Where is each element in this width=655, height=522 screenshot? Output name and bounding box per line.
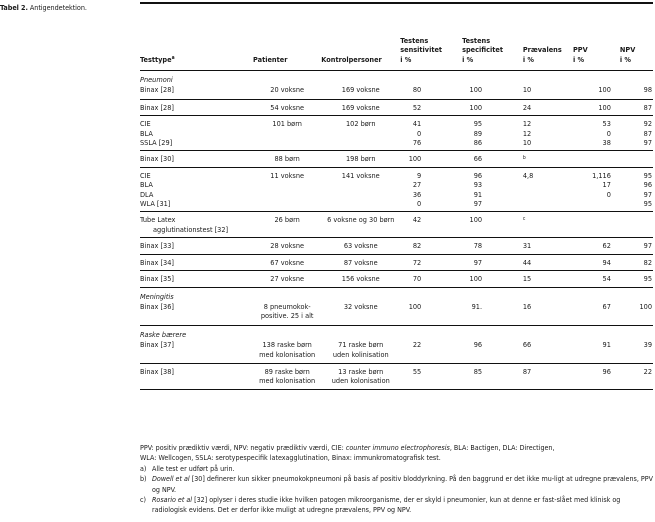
cell-testtype: Binax [28] (140, 84, 253, 99)
header-patienter: Patienter (253, 2, 321, 71)
table-row (140, 212, 653, 238)
cell-kontrol: 13 raske børn uden kolonisation (321, 363, 400, 389)
section-label: Raske bærere (140, 329, 187, 339)
table-row (140, 271, 653, 287)
section-pneumoni (140, 71, 653, 85)
cell-npv (620, 151, 653, 167)
cell-ppv: 100 (573, 84, 620, 99)
header-ppv: PPV i % (573, 2, 620, 71)
cell-testtype: Binax [28] (140, 99, 253, 115)
cell-prevalence: b (523, 151, 573, 167)
cell-sensitivity (400, 151, 462, 167)
sensitivity-value: 55 (412, 366, 422, 376)
cell-testtype: Binax [30] (140, 151, 253, 167)
cell-specificity (462, 151, 523, 167)
specificity-value: 100 (469, 102, 483, 112)
cell-testtype: Binax [35] (140, 271, 253, 287)
cell-patienter: 20 voksne (253, 84, 321, 99)
cell-patienter: 11 voksne (253, 167, 321, 212)
abbreviations-note: PPV: positiv prædiktiv værdi, NPV: negativ prædiktiv værdi, CIE: counter immuno electrophoresis, BLA: Bactigen, DLA: Directigen, WLA: Wellcogen, SSLA: serotypespecifik latexagglutination, Binax: immunkromatografisk test. (140, 443, 555, 463)
specificity-value: 100 (469, 215, 483, 225)
cell-testtype: Binax [36] (140, 301, 253, 325)
cell-ppv: 91 (573, 339, 620, 363)
cell-patienter: 8 pneumokok- positive. 25 i alt (253, 301, 321, 325)
table-footnotes (140, 443, 653, 516)
cell-specificity (462, 254, 523, 270)
cell-kontrol: 32 voksne (321, 301, 400, 325)
cell-npv: 97 (620, 238, 653, 254)
section-raske-baerere (140, 325, 653, 339)
table-row (140, 363, 653, 389)
cell-prevalence: 16 (523, 301, 573, 325)
cell-patienter: 54 voksne (253, 99, 321, 115)
header-prevalence: Prævalens i % (523, 2, 573, 71)
cell-kontrol: 141 voksne (321, 167, 400, 212)
sensitivity-value: 82 (412, 241, 422, 251)
table-row (140, 254, 653, 270)
cell-npv: 95 (620, 271, 653, 287)
cell-prevalence: 31 (523, 238, 573, 254)
cell-patienter: 101 børn (253, 116, 321, 151)
cell-ppv: 94 (573, 254, 620, 270)
cell-sensitivity (400, 254, 462, 270)
header-testtype: Testtype$^a$ (140, 2, 253, 71)
section-label: Pneumoni (140, 75, 173, 84)
cell-prevalence: 4,8 (523, 167, 573, 212)
cell-ppv (573, 151, 620, 167)
cell-specificity (462, 99, 523, 115)
cell-kontrol: 198 børn (321, 151, 400, 167)
cell-sensitivity (400, 238, 462, 254)
caption-title: Antigendetektion. (29, 3, 87, 12)
footnote-c: c) Rosario et al [32] oplyser i deres studie ikke hvilken patogen mikroorganisme, der er skyld i pneumonier, kun at denne er fast-slået med klinisk og radiologisk evidens. Det er derfor ikke muligt at udregne prævalens, PPV og NPV. (140, 495, 621, 515)
specificity-value: 85 (473, 366, 483, 376)
cell-specificity (462, 301, 523, 325)
cell-testtype: Binax [37] (140, 339, 253, 363)
table-row (140, 116, 653, 151)
cell-specificity (462, 363, 523, 389)
cell-testtype: Binax [38] (140, 363, 253, 389)
cell-npv: 95 96 97 95 (620, 167, 653, 212)
cell-prevalence: 87 (523, 363, 573, 389)
cell-prevalence: 24 (523, 99, 573, 115)
cell-sensitivity (400, 339, 462, 363)
cell-sensitivity (400, 301, 462, 325)
cell-npv: 39 (620, 339, 653, 363)
cell-kontrol: 169 voksne (321, 99, 400, 115)
table-row (140, 238, 653, 254)
cell-sensitivity (400, 212, 462, 238)
cell-specificity (462, 238, 523, 254)
cell-testtype: Binax [33] (140, 238, 253, 254)
header-sensitivity: Testens sensitivitet i % (400, 2, 462, 71)
cell-npv: 87 (620, 99, 653, 115)
section-label: Meningitis (140, 291, 174, 301)
header-kontrol: Kontrolpersoner (321, 2, 400, 71)
cell-kontrol: 87 voksne (321, 254, 400, 270)
cell-testtype: CIE BLA SSLA [29] (140, 116, 253, 151)
cell-sensitivity (400, 363, 462, 389)
cell-npv: 100 (620, 301, 653, 325)
cell-prevalence: 15 (523, 271, 573, 287)
sensitivity-value: 100 (408, 301, 422, 311)
section-meningitis (140, 287, 653, 301)
table-row (140, 99, 653, 115)
cell-ppv: 1,116 17 0 (573, 167, 620, 212)
cell-sensitivity: 9 27 36 0 (400, 167, 462, 212)
specificity-value: 91. (471, 301, 483, 311)
cell-specificity: 96 93 91 97 (462, 167, 523, 212)
cell-kontrol: 169 voksne (321, 84, 400, 99)
cell-ppv: 100 (573, 99, 620, 115)
cell-specificity (462, 84, 523, 99)
sensitivity-value: 72 (412, 257, 422, 267)
cell-kontrol: 71 raske børn uden kolinisation (321, 339, 400, 363)
cell-specificity (462, 212, 523, 238)
cell-npv: 82 (620, 254, 653, 270)
sensitivity-value: 100 (408, 154, 422, 164)
footnote-a: a) Alle test er udført på urin. (140, 463, 235, 473)
cell-sensitivity (400, 271, 462, 287)
caption-label: Tabel 2. (0, 3, 28, 12)
footnote-b: b) Dowell et al [30] definerer kun sikker pneumokokpneumoni på basis af positiv bloddyrkning. På den baggrund er det ikke mu-ligt at udregne prævalens, PPV og NPV. (140, 474, 653, 494)
sensitivity-value: 80 (412, 85, 422, 95)
cell-sensitivity (400, 84, 462, 99)
cell-patienter: 28 voksne (253, 238, 321, 254)
cell-ppv: 62 (573, 238, 620, 254)
table-row (140, 301, 653, 325)
specificity-value: 97 (473, 257, 483, 267)
cell-kontrol: 102 børn (321, 116, 400, 151)
cell-ppv (573, 212, 620, 238)
cell-ppv: 67 (573, 301, 620, 325)
cell-specificity: 95 89 86 (462, 116, 523, 151)
cell-patienter: 67 voksne (253, 254, 321, 270)
cell-prevalence: 10 (523, 84, 573, 99)
sensitivity-value: 70 (412, 274, 422, 284)
specificity-value: 96 (473, 340, 483, 350)
specificity-value: 100 (469, 85, 483, 95)
sensitivity-value: 42 (412, 215, 422, 225)
cell-patienter: 88 børn (253, 151, 321, 167)
cell-ppv: 54 (573, 271, 620, 287)
cell-prevalence: 44 (523, 254, 573, 270)
cell-npv (620, 212, 653, 238)
cell-npv: 98 (620, 84, 653, 99)
cell-testtype: Tube Latex agglutinationstest [32] (140, 212, 253, 238)
specificity-value: 100 (469, 274, 483, 284)
cell-specificity (462, 271, 523, 287)
specificity-value: 78 (473, 241, 483, 251)
cell-prevalence: c (523, 212, 573, 238)
cell-sensitivity (400, 99, 462, 115)
header-specificity: Testens specificitet i % (462, 2, 523, 71)
cell-npv: 92 87 97 (620, 116, 653, 151)
cell-kontrol: 63 voksne (321, 238, 400, 254)
header-row (140, 2, 653, 71)
cell-testtype: Binax [34] (140, 254, 253, 270)
cell-kontrol: 6 voksne og 30 børn (321, 212, 400, 238)
cell-prevalence: 12 12 10 (523, 116, 573, 151)
table-row (140, 84, 653, 99)
table-row (140, 151, 653, 167)
cell-npv: 22 (620, 363, 653, 389)
table-row (140, 167, 653, 212)
cell-specificity (462, 339, 523, 363)
cell-patienter: 138 raske børn med kolonisation (253, 339, 321, 363)
cell-ppv: 53 0 38 (573, 116, 620, 151)
sensitivity-value: 22 (412, 340, 422, 350)
cell-patienter: 89 raske børn med kolonisation (253, 363, 321, 389)
cell-kontrol: 156 voksne (321, 271, 400, 287)
table-row (140, 339, 653, 363)
cell-patienter: 27 voksne (253, 271, 321, 287)
cell-testtype: CIE BLA DLA WLA [31] (140, 167, 253, 212)
cell-sensitivity: 41 0 76 (400, 116, 462, 151)
table-caption (0, 3, 87, 12)
cell-ppv: 96 (573, 363, 620, 389)
cell-prevalence: 66 (523, 339, 573, 363)
header-npv: NPV i % (620, 2, 653, 71)
cell-patienter: 26 børn (253, 212, 321, 238)
specificity-value: 66 (473, 154, 483, 164)
sensitivity-value: 52 (412, 102, 422, 112)
